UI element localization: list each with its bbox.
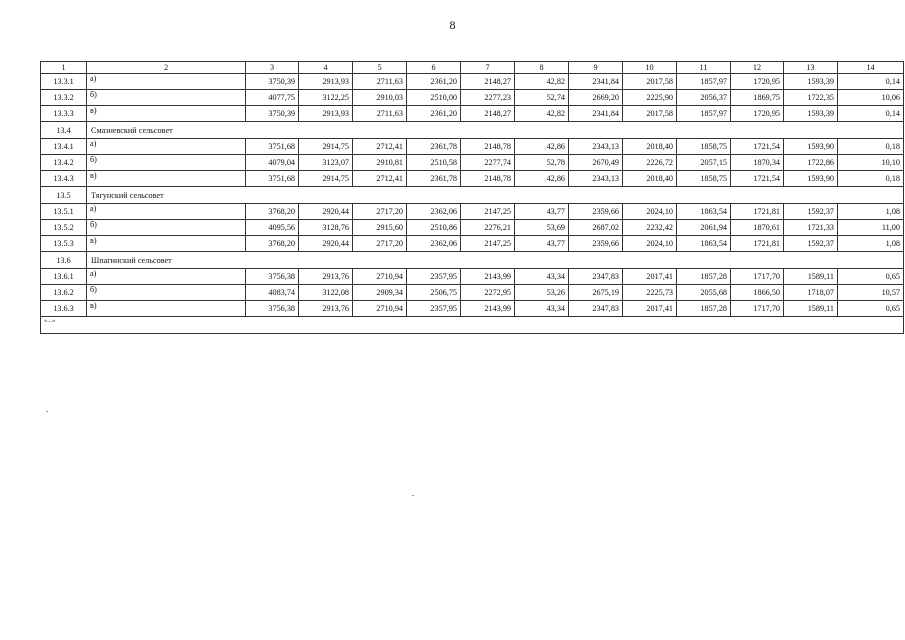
tariff-table: [40, 61, 904, 334]
value-cell: 2272,95: [461, 285, 515, 301]
column-header: 8: [515, 62, 569, 74]
value-cell: 2018,40: [623, 139, 677, 155]
section-row: [41, 122, 904, 139]
value-cell: 1593,90: [784, 139, 838, 155]
value-cell: 2277,74: [461, 155, 515, 171]
value-cell: 2910,81: [353, 155, 407, 171]
value-cell: 2024,10: [623, 204, 677, 220]
value-cell: 0,14: [838, 74, 904, 90]
value-cell: 2357,95: [407, 269, 461, 285]
value-cell: 3768,20: [246, 236, 299, 252]
row-label: б): [87, 220, 246, 236]
value-cell: 2147,25: [461, 236, 515, 252]
value-cell: 2359,66: [569, 236, 623, 252]
value-cell: 42,86: [515, 139, 569, 155]
value-cell: 42,86: [515, 171, 569, 187]
value-cell: 2361,20: [407, 74, 461, 90]
row-id: 13.4.2: [41, 155, 87, 171]
value-cell: 1869,75: [731, 90, 784, 106]
row-id: 13.5.2: [41, 220, 87, 236]
table-row: [41, 139, 904, 155]
value-cell: 1858,75: [677, 171, 731, 187]
value-cell: 1,08: [838, 236, 904, 252]
row-id: 13.4.1: [41, 139, 87, 155]
table-row: [41, 90, 904, 106]
section-name: Смазневский сельсовет: [87, 122, 904, 139]
section-code: 13.4: [41, 122, 87, 139]
row-label: а): [87, 139, 246, 155]
value-cell: 2359,66: [569, 204, 623, 220]
value-cell: 0,18: [838, 139, 904, 155]
value-cell: 1858,75: [677, 139, 731, 155]
value-cell: 3756,38: [246, 301, 299, 317]
value-cell: 2717,20: [353, 204, 407, 220]
row-label: а): [87, 74, 246, 90]
value-cell: 43,77: [515, 204, 569, 220]
value-cell: 1857,28: [677, 301, 731, 317]
row-id: 13.6.3: [41, 301, 87, 317]
value-cell: 2225,73: [623, 285, 677, 301]
value-cell: 2361,78: [407, 171, 461, 187]
table-row: [41, 236, 904, 252]
value-cell: 2343,13: [569, 171, 623, 187]
value-cell: 2232,42: [623, 220, 677, 236]
table-row: [41, 204, 904, 220]
column-header: 6: [407, 62, 461, 74]
value-cell: 52,78: [515, 155, 569, 171]
value-cell: 2148,27: [461, 106, 515, 122]
value-cell: 2915,60: [353, 220, 407, 236]
value-cell: 2061,94: [677, 220, 731, 236]
table-row: [41, 269, 904, 285]
value-cell: 2913,93: [299, 74, 353, 90]
value-cell: 2362,06: [407, 236, 461, 252]
value-cell: 53,26: [515, 285, 569, 301]
row-label: в): [87, 106, 246, 122]
row-id: 13.3.2: [41, 90, 87, 106]
value-cell: 2909,34: [353, 285, 407, 301]
value-cell: 43,77: [515, 236, 569, 252]
value-cell: 2143,99: [461, 269, 515, 285]
value-cell: 1721,33: [784, 220, 838, 236]
value-cell: 2361,78: [407, 139, 461, 155]
column-header: 5: [353, 62, 407, 74]
value-cell: 2148,27: [461, 74, 515, 90]
value-cell: 10,57: [838, 285, 904, 301]
value-cell: 2017,58: [623, 106, 677, 122]
value-cell: 2341,84: [569, 74, 623, 90]
value-cell: 3751,68: [246, 139, 299, 155]
value-cell: 1721,54: [731, 139, 784, 155]
value-cell: 2017,58: [623, 74, 677, 90]
row-label: б): [87, 90, 246, 106]
row-label: в): [87, 236, 246, 252]
row-id: 13.5.1: [41, 204, 87, 220]
value-cell: 2506,75: [407, 285, 461, 301]
value-cell: 3128,76: [299, 220, 353, 236]
scan-speck: [412, 495, 414, 496]
value-cell: 2712,41: [353, 171, 407, 187]
value-cell: 2913,76: [299, 269, 353, 285]
table-row: [41, 301, 904, 317]
value-cell: 3751,68: [246, 171, 299, 187]
value-cell: 11,00: [838, 220, 904, 236]
value-cell: 1870,61: [731, 220, 784, 236]
value-cell: 1718,07: [784, 285, 838, 301]
value-cell: 2347,83: [569, 301, 623, 317]
value-cell: 2914,75: [299, 139, 353, 155]
value-cell: 2510,00: [407, 90, 461, 106]
value-cell: 52,74: [515, 90, 569, 106]
table-row: [41, 171, 904, 187]
table-row: [41, 106, 904, 122]
table-row: [41, 74, 904, 90]
section-row: [41, 187, 904, 204]
value-cell: 2687,02: [569, 220, 623, 236]
table-row: [41, 220, 904, 236]
value-cell: 3750,39: [246, 106, 299, 122]
value-cell: 1721,54: [731, 171, 784, 187]
value-cell: 43,34: [515, 269, 569, 285]
row-id: 13.6.2: [41, 285, 87, 301]
value-cell: 1592,37: [784, 204, 838, 220]
value-cell: 1857,97: [677, 74, 731, 90]
section-code: 13.5: [41, 187, 87, 204]
value-cell: 3750,39: [246, 74, 299, 90]
value-cell: 4095,56: [246, 220, 299, 236]
page-number: 8: [449, 18, 456, 32]
value-cell: 4079,04: [246, 155, 299, 171]
column-header: 7: [461, 62, 515, 74]
value-cell: 2147,25: [461, 204, 515, 220]
row-label: в): [87, 171, 246, 187]
value-cell: 1857,28: [677, 269, 731, 285]
row-label: б): [87, 155, 246, 171]
value-cell: 2913,76: [299, 301, 353, 317]
value-cell: 0,14: [838, 106, 904, 122]
row-label: в): [87, 301, 246, 317]
value-cell: 2710,94: [353, 301, 407, 317]
value-cell: 2017,41: [623, 269, 677, 285]
scan-speck: [46, 411, 48, 412]
value-cell: 2910,03: [353, 90, 407, 106]
value-cell: 2711,63: [353, 74, 407, 90]
value-cell: 1717,70: [731, 269, 784, 285]
section-name: Шпагинский сельсовет: [87, 252, 904, 269]
value-cell: 2913,93: [299, 106, 353, 122]
row-id: 13.5.3: [41, 236, 87, 252]
value-cell: 1720,95: [731, 106, 784, 122]
value-cell: 2914,75: [299, 171, 353, 187]
value-cell: 2675,19: [569, 285, 623, 301]
header-row: [41, 62, 904, 74]
section-row: [41, 252, 904, 269]
value-cell: 2343,13: [569, 139, 623, 155]
value-cell: 2341,84: [569, 106, 623, 122]
column-header: 1: [41, 62, 87, 74]
column-header: 4: [299, 62, 353, 74]
row-label: а): [87, 269, 246, 285]
value-cell: 1721,81: [731, 204, 784, 220]
value-cell: 2347,83: [569, 269, 623, 285]
value-cell: 43,34: [515, 301, 569, 317]
value-cell: 1721,81: [731, 236, 784, 252]
value-cell: 2024,10: [623, 236, 677, 252]
value-cell: 10,06: [838, 90, 904, 106]
value-cell: 2226,72: [623, 155, 677, 171]
value-cell: 4077,75: [246, 90, 299, 106]
value-cell: 2225,90: [623, 90, 677, 106]
column-header: 13: [784, 62, 838, 74]
table-row: [41, 155, 904, 171]
value-cell: 2276,21: [461, 220, 515, 236]
column-header: 10: [623, 62, 677, 74]
value-cell: 2018,40: [623, 171, 677, 187]
value-cell: 1722,86: [784, 155, 838, 171]
value-cell: 0,65: [838, 269, 904, 285]
value-cell: 2057,15: [677, 155, 731, 171]
value-cell: 3756,38: [246, 269, 299, 285]
value-cell: 2361,20: [407, 106, 461, 122]
value-cell: 2920,44: [299, 236, 353, 252]
table-body: [41, 62, 904, 334]
value-cell: 3122,25: [299, 90, 353, 106]
value-cell: 2717,20: [353, 236, 407, 252]
value-cell: 1870,34: [731, 155, 784, 171]
column-header: 2: [87, 62, 246, 74]
value-cell: 1593,90: [784, 171, 838, 187]
column-header: 11: [677, 62, 731, 74]
value-cell: 2711,63: [353, 106, 407, 122]
value-cell: 1593,39: [784, 106, 838, 122]
value-cell: 1722,35: [784, 90, 838, 106]
value-cell: 2148,78: [461, 171, 515, 187]
value-cell: 2357,95: [407, 301, 461, 317]
value-cell: 2712,41: [353, 139, 407, 155]
column-header: 14: [838, 62, 904, 74]
value-cell: 1720,95: [731, 74, 784, 90]
value-cell: 1863,54: [677, 204, 731, 220]
value-cell: 2143,99: [461, 301, 515, 317]
value-cell: 0,18: [838, 171, 904, 187]
value-cell: 3123,07: [299, 155, 353, 171]
value-cell: 1866,50: [731, 285, 784, 301]
column-header: 9: [569, 62, 623, 74]
value-cell: 2017,41: [623, 301, 677, 317]
value-cell: 1863,54: [677, 236, 731, 252]
value-cell: 2277,23: [461, 90, 515, 106]
value-cell: 1857,97: [677, 106, 731, 122]
continuation-mark: «...»: [41, 317, 904, 334]
table-row: [41, 285, 904, 301]
value-cell: 2510,86: [407, 220, 461, 236]
value-cell: 1593,39: [784, 74, 838, 90]
row-label: а): [87, 204, 246, 220]
value-cell: 2056,37: [677, 90, 731, 106]
value-cell: 2510,58: [407, 155, 461, 171]
section-code: 13.6: [41, 252, 87, 269]
footer-row: [41, 317, 904, 334]
column-header: 3: [246, 62, 299, 74]
section-name: Тягунский сельсовет: [87, 187, 904, 204]
value-cell: 2670,49: [569, 155, 623, 171]
value-cell: 1592,37: [784, 236, 838, 252]
value-cell: 4083,74: [246, 285, 299, 301]
value-cell: 2148,78: [461, 139, 515, 155]
row-id: 13.4.3: [41, 171, 87, 187]
value-cell: 2710,94: [353, 269, 407, 285]
value-cell: 53,69: [515, 220, 569, 236]
column-header: 12: [731, 62, 784, 74]
value-cell: 42,82: [515, 74, 569, 90]
value-cell: 1589,11: [784, 301, 838, 317]
row-id: 13.3.1: [41, 74, 87, 90]
value-cell: 3122,08: [299, 285, 353, 301]
row-id: 13.6.1: [41, 269, 87, 285]
row-id: 13.3.3: [41, 106, 87, 122]
value-cell: 2055,68: [677, 285, 731, 301]
value-cell: 10,10: [838, 155, 904, 171]
value-cell: 1589,11: [784, 269, 838, 285]
value-cell: 1,08: [838, 204, 904, 220]
value-cell: 2669,20: [569, 90, 623, 106]
value-cell: 3768,20: [246, 204, 299, 220]
value-cell: 1717,70: [731, 301, 784, 317]
value-cell: 2362,06: [407, 204, 461, 220]
value-cell: 2920,44: [299, 204, 353, 220]
row-label: б): [87, 285, 246, 301]
value-cell: 0,65: [838, 301, 904, 317]
value-cell: 42,82: [515, 106, 569, 122]
